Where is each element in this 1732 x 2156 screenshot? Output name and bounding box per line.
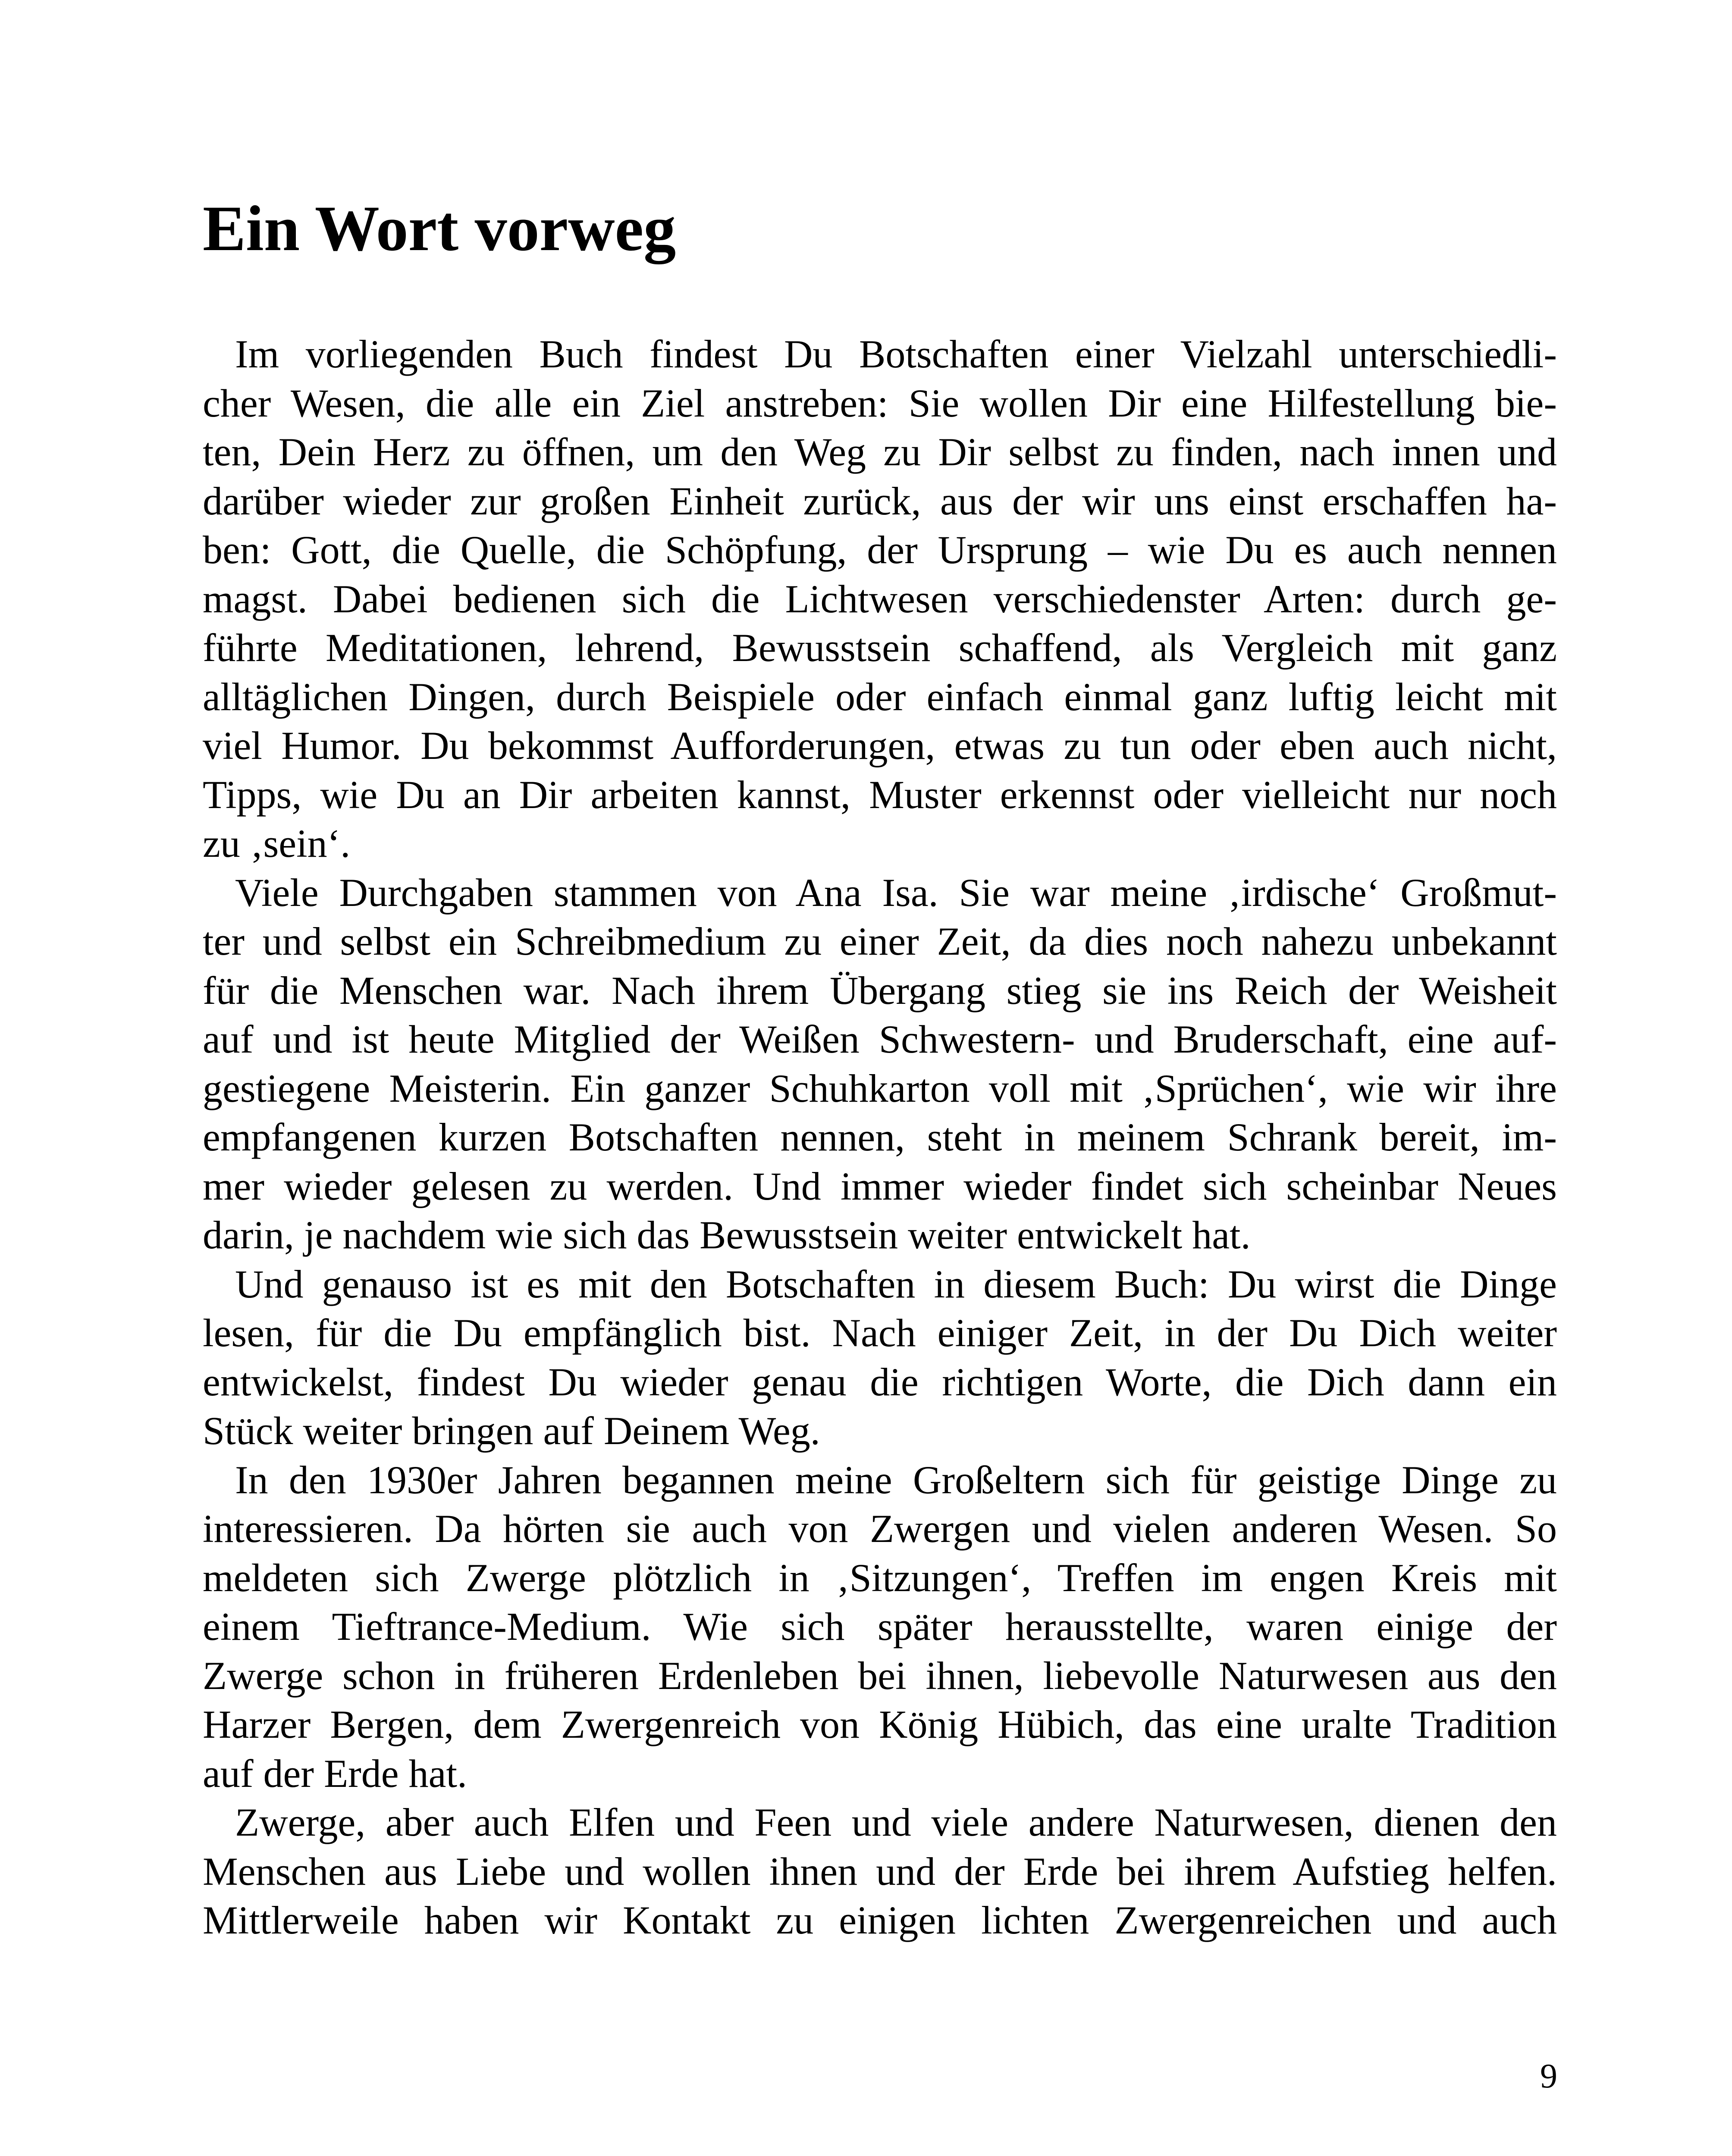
text-line: In den 1930er Jahren begannen meine Großeltern sich für geistige Dinge zu (235, 1457, 1557, 1502)
text-line: Zwerge schon in früheren Erdenleben bei ihnen, liebevolle Naturwesen aus den (203, 1653, 1557, 1698)
text-line: magst. Dabei bedienen sich die Lichtwesen verschiedenster Arten: durch ge- (203, 577, 1557, 621)
text-line: Menschen aus Liebe und wollen ihnen und der Erde bei ihrem Aufstieg helfen. (203, 1849, 1557, 1893)
text-line: Und genauso ist es mit den Botschaften in diesem Buch: Du wirst die Dinge (235, 1262, 1557, 1306)
text-line: Mittlerweile haben wir Kontakt zu einigen lichten Zwergenreichen und auch (203, 1898, 1557, 1942)
text-line: Im vorliegenden Buch findest Du Botschaften einer Vielzahl unterschiedli- (235, 332, 1557, 376)
text-line: mer wieder gelesen zu werden. Und immer wieder findet sich scheinbar Neues (203, 1164, 1557, 1208)
text-line: auf der Erde hat. (203, 1751, 468, 1796)
chapter-title: Ein Wort vorweg (203, 193, 676, 264)
paragraph-4 (203, 1456, 1557, 1799)
paragraph-1 (203, 330, 1557, 868)
text-line: führte Meditationen, lehrend, Bewusstsein schaffend, als Vergleich mit ganz (203, 626, 1557, 670)
text-line: alltäglichen Dingen, durch Beispiele oder einfach einmal ganz luftig leicht mit (203, 674, 1557, 719)
text-line: interessieren. Da hörten sie auch von Zwergen und vielen anderen Wesen. So (203, 1507, 1557, 1551)
text-line: Stück weiter bringen auf Deinem Weg. (203, 1409, 820, 1453)
paragraph-5 (203, 1798, 1557, 1945)
text-line: zu ‚sein‘. (203, 821, 351, 865)
paragraph-3 (203, 1260, 1557, 1456)
text-line: darin, je nachdem wie sich das Bewusstsein weiter entwickelt hat. (203, 1213, 1251, 1257)
text-line: Zwerge, aber auch Elfen und Feen und viele andere Naturwesen, dienen den (235, 1800, 1557, 1844)
text-line: viel Humor. Du bekommst Aufforderungen, etwas zu tun oder eben auch nicht, (203, 724, 1557, 768)
paragraph-2 (203, 868, 1557, 1260)
text-line: einem Tieftrance-Medium. Wie sich später herausstellte, waren einige der (203, 1604, 1557, 1648)
text-line: entwickelst, findest Du wieder genau die richtigen Worte, die Dich dann ein (203, 1360, 1557, 1404)
text-line: ter und selbst ein Schreibmedium zu einer Zeit, da dies noch nahezu unbekannt (203, 919, 1557, 963)
text-line: cher Wesen, die alle ein Ziel anstreben: Sie wollen Dir eine Hilfestellung bie- (203, 381, 1557, 425)
text-line: gestiegene Meisterin. Ein ganzer Schuhkarton voll mit ‚Sprüchen‘, wie wir ihre (203, 1066, 1557, 1110)
text-line: ben: Gott, die Quelle, die Schöpfung, der Ursprung – wie Du es auch nennen (203, 528, 1557, 572)
text-line: Tipps, wie Du an Dir arbeiten kannst, Muster erkennst oder vielleicht nur noch (203, 772, 1557, 817)
text-line: auf und ist heute Mitglied der Weißen Schwestern- und Bruderschaft, eine auf- (203, 1017, 1557, 1061)
text-line: für die Menschen war. Nach ihrem Übergang stieg sie ins Reich der Weisheit (203, 968, 1557, 1012)
body-text (203, 330, 1557, 1945)
text-line: lesen, für die Du empfänglich bist. Nach einiger Zeit, in der Du Dich weiter (203, 1311, 1557, 1355)
text-line: meldeten sich Zwerge plötzlich in ‚Sitzungen‘, Treffen im engen Kreis mit (203, 1555, 1557, 1600)
text-line: darüber wieder zur großen Einheit zurück, aus der wir uns einst erschaffen ha- (203, 479, 1557, 523)
page-number: 9 (1540, 2057, 1557, 2095)
text-line: empfangenen kurzen Botschaften nennen, steht in meinem Schrank bereit, im- (203, 1115, 1557, 1159)
text-line: ten, Dein Herz zu öffnen, um den Weg zu Dir selbst zu finden, nach innen und (203, 430, 1557, 474)
text-line: Viele Durchgaben stammen von Ana Isa. Sie war meine ‚irdische‘ Großmut- (235, 870, 1557, 915)
text-line: Harzer Bergen, dem Zwergenreich von König Hübich, das eine uralte Tradition (203, 1702, 1557, 1746)
